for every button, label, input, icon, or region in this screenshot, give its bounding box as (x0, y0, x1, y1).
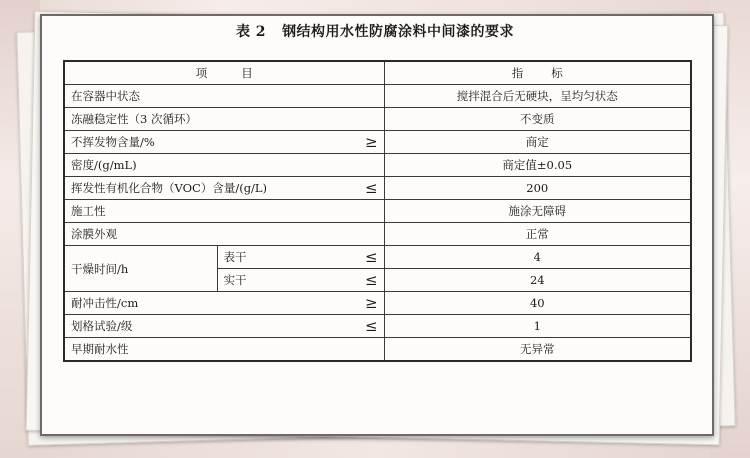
table-row (64, 315, 691, 338)
table-row (64, 108, 691, 131)
row-value: 不变质 (384, 108, 691, 131)
row-item: 不挥发物含量/% (64, 131, 342, 154)
header-item: 项目 (64, 61, 384, 85)
drying-sub-value: 24 (384, 269, 691, 292)
table-header-row (64, 61, 691, 85)
row-symbol (342, 223, 384, 246)
caption-title: 钢结构用水性防腐涂料中间漆的要求 (282, 24, 515, 40)
row-item: 密度/(g/mL) (64, 154, 342, 177)
row-symbol (342, 154, 384, 177)
row-value: 40 (384, 292, 691, 315)
row-item: 划格试验/级 (64, 315, 342, 338)
row-item: 冻融稳定性（3 次循环） (64, 108, 342, 131)
drying-sub-value: 4 (384, 246, 691, 269)
table-row (64, 223, 691, 246)
table-row (64, 292, 691, 315)
row-symbol: ≥ (342, 292, 384, 315)
row-value: 商定 (384, 131, 691, 154)
table-row-drying-surface (64, 246, 691, 269)
caption-number: 表 2 (235, 24, 267, 40)
table-caption (40, 21, 710, 41)
row-value: 商定值±0.05 (384, 154, 691, 177)
row-value: 施涂无障碍 (384, 200, 691, 223)
drying-sub-symbol: ≤ (342, 269, 384, 292)
table-row (64, 338, 691, 362)
row-symbol (342, 108, 384, 131)
drying-sub-symbol: ≤ (342, 246, 384, 269)
drying-sub-item: 表干 (217, 246, 342, 269)
row-symbol (342, 85, 384, 108)
row-value: 正常 (384, 223, 691, 246)
row-item: 挥发性有机化合物（VOC）含量/(g/L) (64, 177, 342, 200)
row-symbol (342, 338, 384, 362)
row-item: 涂膜外观 (64, 223, 342, 246)
table-row (64, 154, 691, 177)
row-symbol: ≤ (342, 177, 384, 200)
row-item: 施工性 (64, 200, 342, 223)
row-symbol: ≥ (342, 131, 384, 154)
row-item: 在容器中状态 (64, 85, 342, 108)
drying-time-label: 干燥时间/h (64, 246, 217, 292)
drying-sub-item: 实干 (217, 269, 342, 292)
row-symbol: ≤ (342, 315, 384, 338)
row-item: 早期耐水性 (64, 338, 342, 362)
row-value: 200 (384, 177, 691, 200)
table-row (64, 177, 691, 200)
table-row (64, 200, 691, 223)
row-value: 无异常 (384, 338, 691, 362)
table-row (64, 85, 691, 108)
row-symbol (342, 200, 384, 223)
requirements-table (63, 60, 692, 362)
row-item: 耐冲击性/cm (64, 292, 342, 315)
row-value: 搅拌混合后无硬块，呈均匀状态 (384, 85, 691, 108)
header-indicator: 指标 (384, 61, 691, 85)
table-row (64, 131, 691, 154)
row-value: 1 (384, 315, 691, 338)
